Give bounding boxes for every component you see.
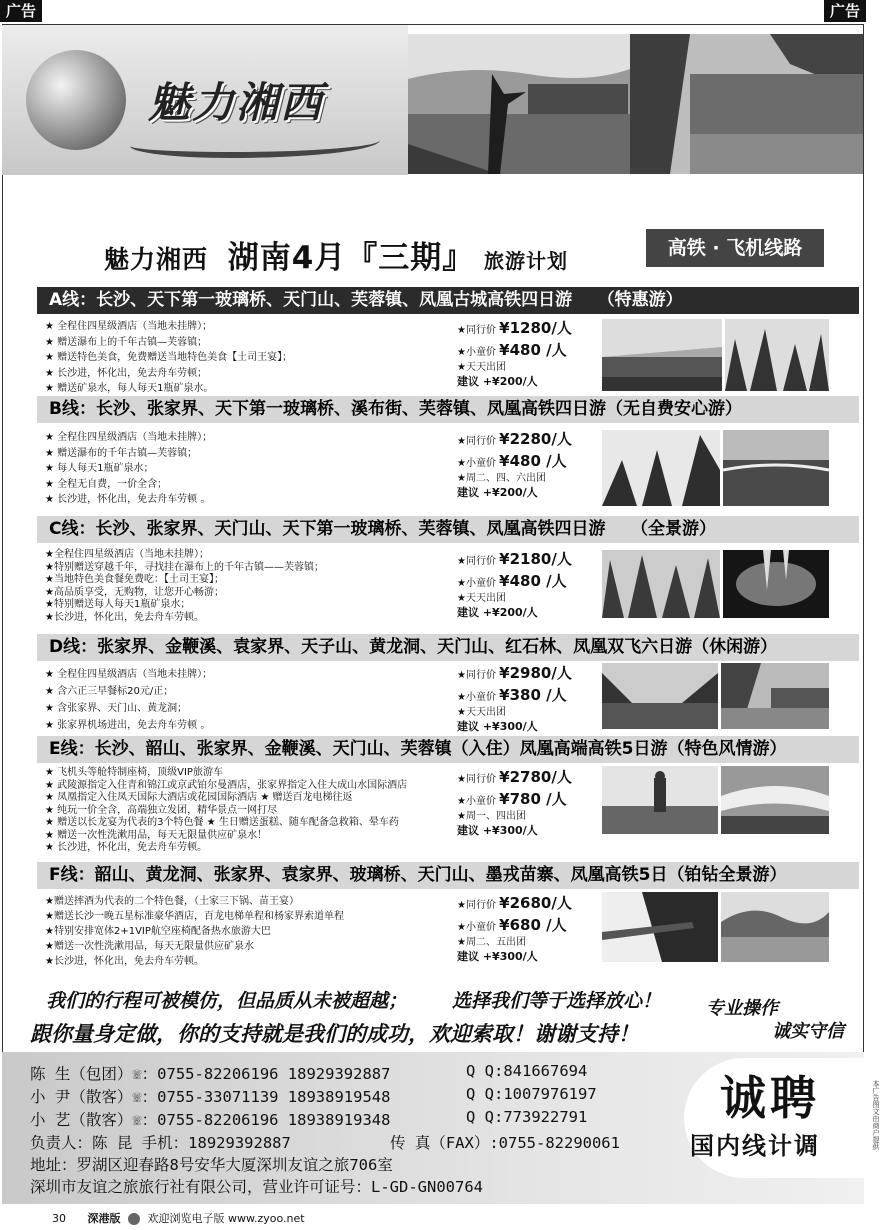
price-block [457,428,572,500]
feature-item: ★赠送摔酒为代表的二个特色餐，（土家三下锅、苗王宴） [45,896,299,907]
contact-yin-qq: Q Q:1007976197 [466,1085,597,1103]
line-heading: B线：长沙、张家界、天下第一玻璃桥、溪布街、芙蓉镇、凤凰高铁四日游（无自费安心游） [37,396,859,423]
peer-price: ¥1280/人 [499,319,572,337]
edition-badge-icon [128,1213,140,1225]
line-features [45,767,407,855]
feature-item: ★ 含张家界、天门山、黄龙洞； [45,703,188,714]
child-price: ¥380 /人 [499,686,567,704]
slogan-choose-us: 选择我们等于选择放心！ [452,990,662,1012]
feature-item: ★ 全程住四星级酒店（当地未挂牌）； [45,669,213,680]
schedule: ★天天出团 [457,707,506,718]
contact-chen-qq: Q Q:841667694 [466,1062,588,1080]
edition-label: 深港版 [87,1212,121,1225]
peer-price-label: ★同行价 [457,774,496,785]
line-features [45,430,212,508]
feature-item: ★ 全程住四星级酒店（当地未挂牌）； [45,432,213,443]
feature-item: ★ 赠送以长龙宴为代表的3个特色餐 ★ 生日赠送蛋糕、随车配备急救箱、晕车药 [45,817,399,828]
child-price: ¥480 /人 [499,572,567,590]
hiring-position: 国内线计调 [690,1132,820,1160]
peer-price-label: ★同行价 [457,436,496,447]
ad-label-left: 广告 [0,0,42,22]
line-photo-glass-bridge [723,430,829,506]
line-heading: C线：长沙、张家界、天门山、天下第一玻璃桥、芙蓉镇、凤凰高铁四日游 （全景游） [37,516,859,543]
hiring-title: 诚聘 [720,1071,820,1125]
tour-line-a [37,287,859,395]
line-features [45,549,324,624]
schedule: ★周二、四、六出团 [457,473,546,484]
feature-item: ★特别赠送穿越千年，寻找挂在瀑布上的千年古镇——芙蓉镇； [45,561,324,573]
page-footer [52,1210,305,1226]
price-block [457,548,572,620]
line-heading: F线：韶山、黄龙洞、张家界、袁家界、玻璃桥、天门山、墨戎苗寨、凤凰高铁5日（铂钻全景游） [37,862,859,889]
contact-yi-qq: Q Q:773922791 [466,1108,588,1126]
feature-item: ★ 全程住四星级酒店（当地未挂牌）； [45,321,213,332]
tour-line-e [37,736,859,856]
peer-price: ¥2980/人 [499,664,572,682]
feature-item: ★特别赠送每人每天1瓶矿泉水； [45,599,191,610]
title-prefix: 魅力湘西 [104,245,209,274]
feature-item: ★ 凤凰指定入住凤天国际大酒店或花园国际酒店 ★ 赠送百龙电梯往返 [45,792,353,803]
price-block [457,766,572,838]
suggest-price: 建议 +¥300/人 [457,950,538,963]
feature-item: ★赠送一次性洗漱用品，每天无限量供应矿泉水 [45,941,254,952]
logo-emblem-icon [26,50,126,150]
feature-item: ★当地特色美食餐免费吃：【土司王宴】； [45,574,224,585]
manager-contact: 负责人：陈 昆 手机：18929392887 [30,1134,291,1152]
line-features [45,894,344,969]
line-photo-cave [723,550,829,618]
route-tag: 高铁 · 飞机线路 [646,229,824,267]
feature-item: ★ 张家界机场进出，免去舟车劳顿 。 [45,720,211,731]
suggest-price: 建议 +¥200/人 [457,375,538,388]
slogan-professional: 专业操作 [706,998,778,1019]
suggest-price: 建议 +¥200/人 [457,486,538,499]
feature-item: ★ 赠送一次性洗漱用品，每天无限量供应矿泉水！ [45,829,268,841]
line-heading: D线：张家界、金鞭溪、袁家界、天子山、黄龙洞、天门山、红石林、凤凰双飞六日游（休闲游） [37,634,859,661]
line-photo-statue [602,766,718,834]
tour-line-d [37,634,859,734]
slogan-quality: 我们的行程可被模仿，但品质从未被超越； [46,990,408,1012]
peer-price: ¥2180/人 [499,550,572,568]
feature-item: ★ 长沙进，怀化出，免去舟车劳顿 。 [45,494,211,505]
price-block [457,892,572,964]
peer-price: ¥2280/人 [499,430,572,448]
feature-item: ★ 长沙进，怀化出，免去舟车劳顿； [45,367,208,379]
line-photo-river-town [721,663,829,729]
child-price: ¥480 /人 [499,341,567,359]
feature-item: ★ 每人每天1瓶矿泉水； [45,463,154,474]
title-suffix: 旅游计划 [484,249,569,273]
header-photo-phoenix-town [630,34,863,174]
header-photo-dancer [408,34,630,174]
line-photo-cloud-sea [721,766,829,834]
feature-item: ★长沙进，怀化出，免去舟车劳顿。 [45,611,204,623]
line-photo-night-town [721,892,829,962]
child-price-label: ★小童价 [457,922,496,933]
line-features [45,666,212,734]
line-heading: E线：长沙、韶山、张家界、金鞭溪、天门山、芙蓉镇（入住）凤凰高端高铁5日游（特色风情游） [37,736,859,763]
child-price-label: ★小童价 [457,578,496,589]
ad-label-right: 广告 [824,0,866,22]
peer-price-label: ★同行价 [457,325,496,336]
peer-price-label: ★同行价 [457,900,496,911]
child-price: ¥480 /人 [499,452,567,470]
feature-item: ★ 长沙进，怀化出，免去舟车劳顿。 [45,842,208,853]
contact-chen: 陈 生（包团）☏：0755-82206196 18929392887 [30,1065,391,1083]
feature-item: ★ 全程无自费，一价全含； [45,478,168,490]
schedule: ★周二、五出团 [457,937,526,948]
line-heading: A线：长沙、天下第一玻璃桥、天门山、芙蓉镇、凤凰古城高铁四日游 （特惠游） [37,287,859,314]
title-main: 湖南4月『三期』 [227,240,475,276]
line-photo-lake [602,663,718,729]
line-photo-mountains [725,319,829,391]
tour-line-f [37,862,859,972]
child-price-label: ★小童价 [457,458,496,469]
feature-item: ★赠送长沙一晚五星标准豪华酒店，百龙电梯单程和杨家界索道单程 [45,911,344,922]
contact-yin: 小 尹（散客）☏：0755-33071139 18938919548 [30,1088,391,1106]
suggest-price: 建议 +¥200/人 [457,606,538,619]
feature-item: ★ 纯玩一价全含，高端独立发团，精华景点一网打尽 [45,804,278,816]
line-photo-peaks [602,430,720,506]
suggest-price: 建议 +¥300/人 [457,824,538,837]
child-price-label: ★小童价 [457,796,496,807]
tour-line-c [37,516,859,628]
company-license: 深圳市友谊之旅旅行社有限公司，营业许可证号：L-GD-GN00764 [30,1178,483,1196]
schedule: ★天天出团 [457,593,506,604]
page-title [104,232,568,277]
page-number: 30 [52,1212,66,1225]
company-address: 地址：罗湖区迎春路8号安华大厦深圳友谊之旅706室 [30,1156,393,1174]
feature-item: ★长沙进，怀化出，免去舟车劳顿。 [45,956,204,967]
line-features [45,319,292,397]
peer-price-label: ★同行价 [457,556,496,567]
child-price: ¥780 /人 [499,790,567,808]
line-photo-cliffs [602,550,720,618]
feature-item: ★ 赠送瀑布的千年古镇—芙蓉镇； [45,447,198,459]
feature-item: ★ 飞机头等舱特制座椅，顶级VIP旅游车 [45,767,223,778]
fax-number: 传 真（FAX）:0755-82290061 [390,1134,620,1152]
child-price: ¥680 /人 [499,916,567,934]
side-disclaimer: 本广告图文由商户提供 [872,1080,880,1150]
tour-line-b [37,396,859,510]
slogan-honest: 诚实守信 [772,1021,844,1042]
peer-price-label: ★同行价 [457,670,496,681]
footer-website: 欢迎浏览电子版 www.zyoo.net [147,1212,305,1225]
feature-item: ★特别安排宽体2+1VIP航空座椅配备热水旅游大巴 [45,926,271,937]
schedule: ★天天出团 [457,362,506,373]
price-block [457,662,572,734]
child-price-label: ★小童价 [457,347,496,358]
feature-item: ★ 赠送特色美食，免费赠送当地特色美食【土司王宴】； [45,352,293,363]
line-photo-town [602,319,722,391]
slogan-custom-tour: 跟你量身定做，你的支持就是我们的成功，欢迎索取！谢谢支持！ [30,1022,639,1046]
line-photo-skywalk [602,892,718,962]
feature-item: ★ 含六正三早餐标20元/正； [45,686,174,697]
peer-price: ¥2780/人 [499,768,572,786]
feature-item: ★ 赠送矿泉水，每人每天1瓶矿泉水。 [45,383,214,394]
child-price-label: ★小童价 [457,692,496,703]
feature-item: ★全程住四星级酒店（当地未挂牌）； [45,549,209,560]
brand-logo-text: 魅力湘西 [148,78,325,127]
suggest-price: 建议 +¥300/人 [457,720,538,733]
feature-item: ★ 赠送瀑布上的千年古镇—芙蓉镇； [45,336,208,348]
feature-item: ★ 武陵源指定入住青和锦江或京武铂尔曼酒店，张家界指定入住大成山水国际酒店 [45,779,408,791]
price-block [457,317,572,389]
schedule: ★周一、四出团 [457,811,526,822]
contact-yi: 小 艺（散客）☏：0755-82206196 18938919348 [30,1111,391,1129]
peer-price: ¥2680/人 [499,894,572,912]
feature-item: ★高品质享受，无购物，让您开心畅游； [45,586,224,598]
